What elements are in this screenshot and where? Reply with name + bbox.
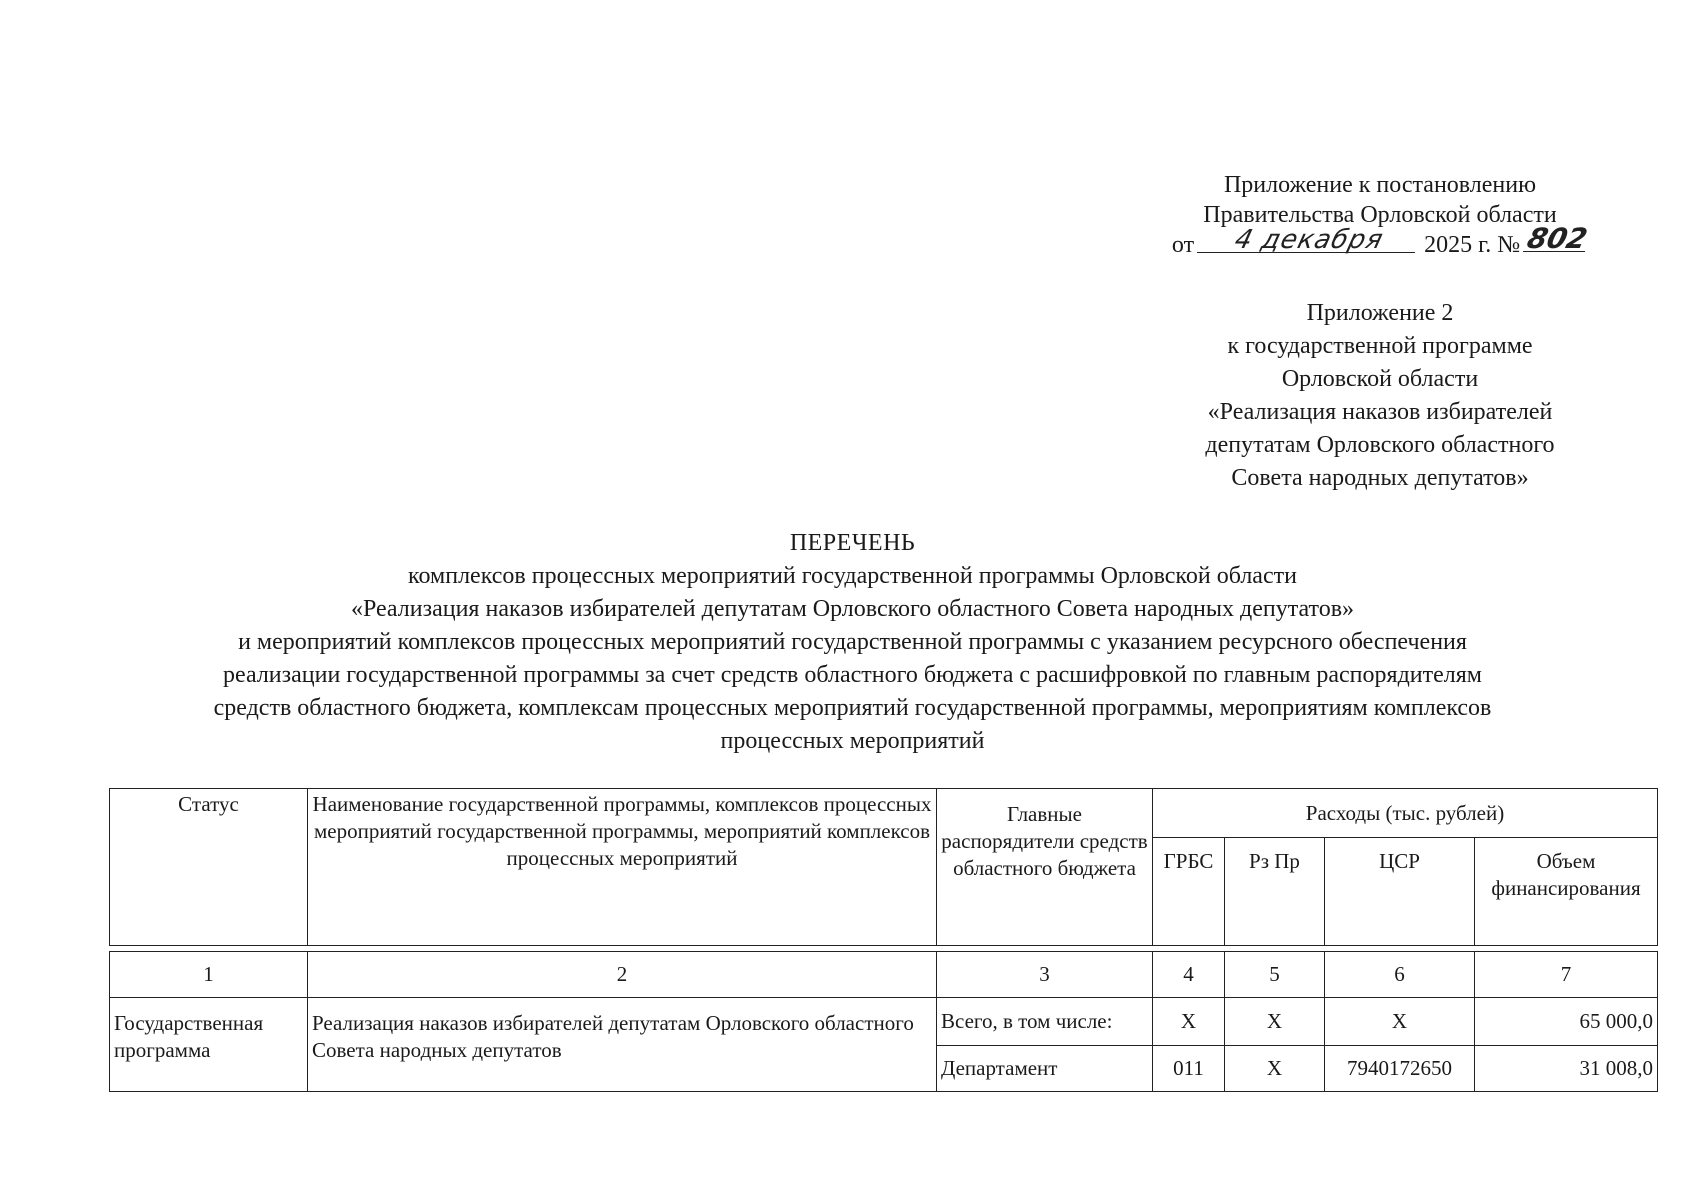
row-rzpr: Х xyxy=(1225,998,1325,1046)
header-managers: Главные распорядители средств областного бюджета xyxy=(937,789,1153,946)
column-number: 7 xyxy=(1475,952,1658,998)
document-title xyxy=(0,527,1705,758)
annex-line-2: Правительства Орловской области xyxy=(1203,202,1557,228)
title-line: и мероприятий комплексов процессных мероприятий государственной программы с указанием ресурсного обеспечения xyxy=(238,629,1467,655)
row-status: Государственная программа xyxy=(110,998,308,1092)
row-rzpr: Х xyxy=(1225,1046,1325,1092)
row-volume: 65 000,0 xyxy=(1475,998,1658,1046)
row-csr: 7940172650 xyxy=(1325,1046,1475,1092)
program-annex-line: Орловской области xyxy=(1281,366,1479,392)
column-number: 5 xyxy=(1225,952,1325,998)
column-number: 1 xyxy=(110,952,308,998)
title-line: процессных мероприятий xyxy=(720,728,985,754)
program-annex-line: Приложение 2 xyxy=(1306,300,1454,326)
handwritten-date: 4 декабря xyxy=(1197,228,1421,253)
annex-to-resolution xyxy=(1120,170,1640,260)
row-grbs: 011 xyxy=(1153,1046,1225,1092)
title-line: комплексов процессных мероприятий государственной программы Орловской области xyxy=(408,563,1297,589)
resource-table xyxy=(109,788,1658,1092)
header-status: Статус xyxy=(110,789,308,946)
column-number-row xyxy=(110,952,1658,998)
annex-line-1: Приложение к постановлению xyxy=(1223,172,1537,198)
header-csr: ЦСР xyxy=(1325,838,1475,946)
header-row xyxy=(110,789,1658,838)
year-number-label: 2025 г. № xyxy=(1424,232,1521,258)
title-line: средств областного бюджета, комплексам процессных мероприятий государственной программы, мероприятиям комплексов xyxy=(213,695,1492,721)
row-grbs: Х xyxy=(1153,998,1225,1046)
header-rzpr: Рз Пр xyxy=(1225,838,1325,946)
from-label: от xyxy=(1171,232,1195,258)
title-line: «Реализация наказов избирателей депутатам Орловского областного Совета народных депутатов» xyxy=(350,596,1355,622)
row-volume: 31 008,0 xyxy=(1475,1046,1658,1092)
header-volume: Объем финансирования xyxy=(1475,838,1658,946)
handwritten-number: 802 xyxy=(1524,222,1591,255)
row-manager: Департамент xyxy=(937,1046,1153,1092)
resolution-date-line xyxy=(1120,222,1640,260)
title-heading: ПЕРЕЧЕНЬ xyxy=(789,530,916,556)
header-name: Наименование государственной программы, комплексов процессных мероприятий государственной программы, мероприятий комплексов процессных мероприятий xyxy=(308,789,937,946)
title-line: реализации государственной программы за счет средств областного бюджета с расшифровкой по главным распорядителям xyxy=(223,662,1482,688)
annex-to-program xyxy=(1120,297,1640,495)
header-expenses: Расходы (тыс. рублей) xyxy=(1153,789,1658,838)
row-name: Реализация наказов избирателей депутатам Орловского областного Совета народных депутатов xyxy=(308,998,937,1092)
row-manager: Всего, в том числе: xyxy=(937,998,1153,1046)
program-annex-line: «Реализация наказов избирателей xyxy=(1207,399,1553,425)
column-number: 4 xyxy=(1153,952,1225,998)
table-row xyxy=(110,998,1658,1046)
program-annex-line: Совета народных депутатов» xyxy=(1231,465,1529,491)
program-annex-line: к государственной программе xyxy=(1227,333,1533,359)
row-csr: Х xyxy=(1325,998,1475,1046)
program-annex-line: депутатам Орловского областного xyxy=(1205,432,1555,458)
column-number: 6 xyxy=(1325,952,1475,998)
column-number: 3 xyxy=(937,952,1153,998)
column-number: 2 xyxy=(308,952,937,998)
header-grbs: ГРБС xyxy=(1153,838,1225,946)
